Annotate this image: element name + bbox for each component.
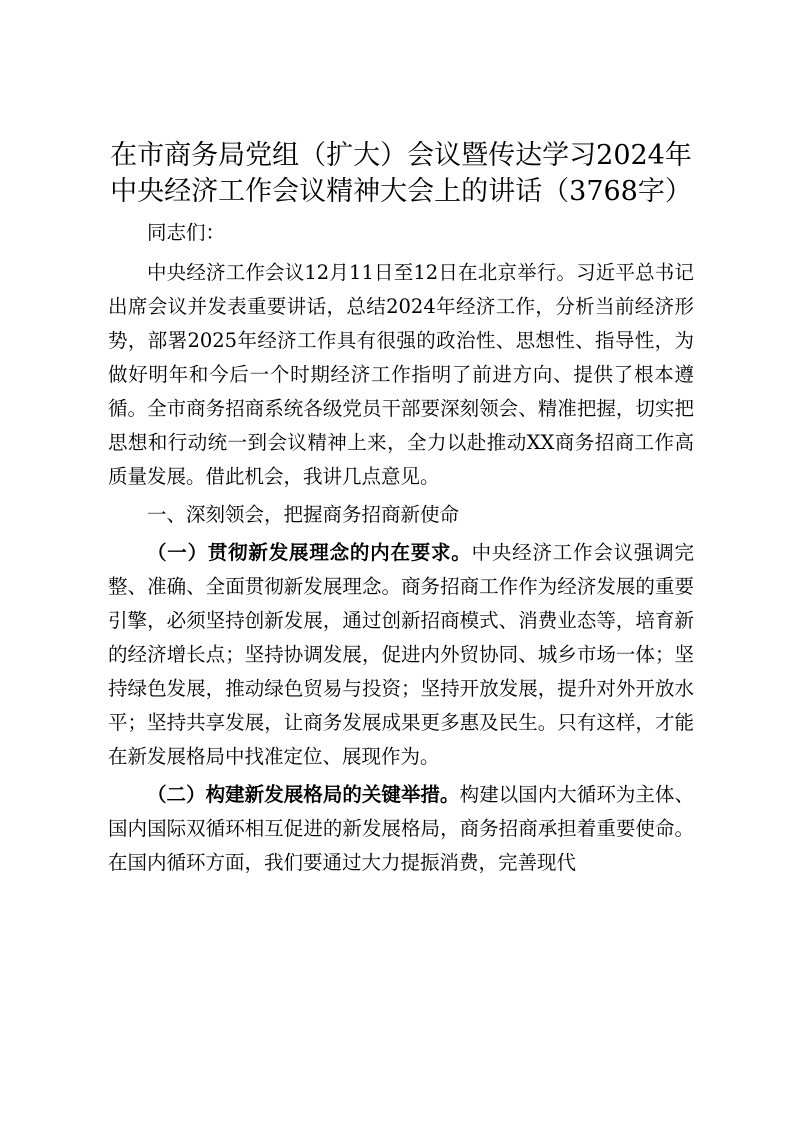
section-1-heading: 一、深刻领会，把握商务招商新使命 [147, 503, 460, 526]
paragraph-2-body: 构建以国内大循环为主体、国内国际双循环相互促进的新发展格局，商务招商承担着重要使命。在国内循环方面，我们要通过大力提振消费，完善现代 [108, 783, 694, 874]
paragraph-1 [108, 536, 694, 774]
paragraph-1-lead: （一）贯彻新发展理念的内在要求。 [147, 541, 472, 564]
paragraph-2-lead: （二）构建新发展格局的关键举措。 [147, 783, 460, 806]
intro-paragraph: 中央经济工作会议12月11日至12日在北京举行。习近平总书记出席会议并发表重要讲话，总结2024年经济工作，分析当前经济形势，部署2025年经济工作具有很强的政治性、思想性、指导性，为做好明年和今后一个时期经济工作指明了前进方向、提供了根本遵循。全市商务招商系统各级党员干部要深刻领会、精准把握，切实把思想和行动统一到会议精神上来，全力以赴推动XX商务招商工作高质量发展。借此机会，我讲几点意见。 [108, 261, 694, 488]
paragraph-1-body: 中央经济工作会议强调完整、准确、全面贯彻新发展理念。商务招商工作作为经济发展的重要引擎，必须坚持创新发展，通过创新招商模式、消费业态等，培育新的经济增长点；坚持协调发展，促进内外贸协同、城乡市场一体；坚持绿色发展，推动绿色贸易与投资；坚持开放发展，提升对外开放水平；坚持共享发展，让商务发展成果更多惠及民生。只有这样，才能在新发展格局中找准定位、展现作为。 [108, 541, 694, 768]
document-title: 在市商务局党组（扩大）会议暨传达学习2024年中央经济工作会议精神大会上的讲话（3768字） [110, 140, 692, 207]
paragraph-2 [108, 778, 694, 880]
salutation: 同志们： [147, 221, 226, 244]
document-page [108, 138, 694, 884]
